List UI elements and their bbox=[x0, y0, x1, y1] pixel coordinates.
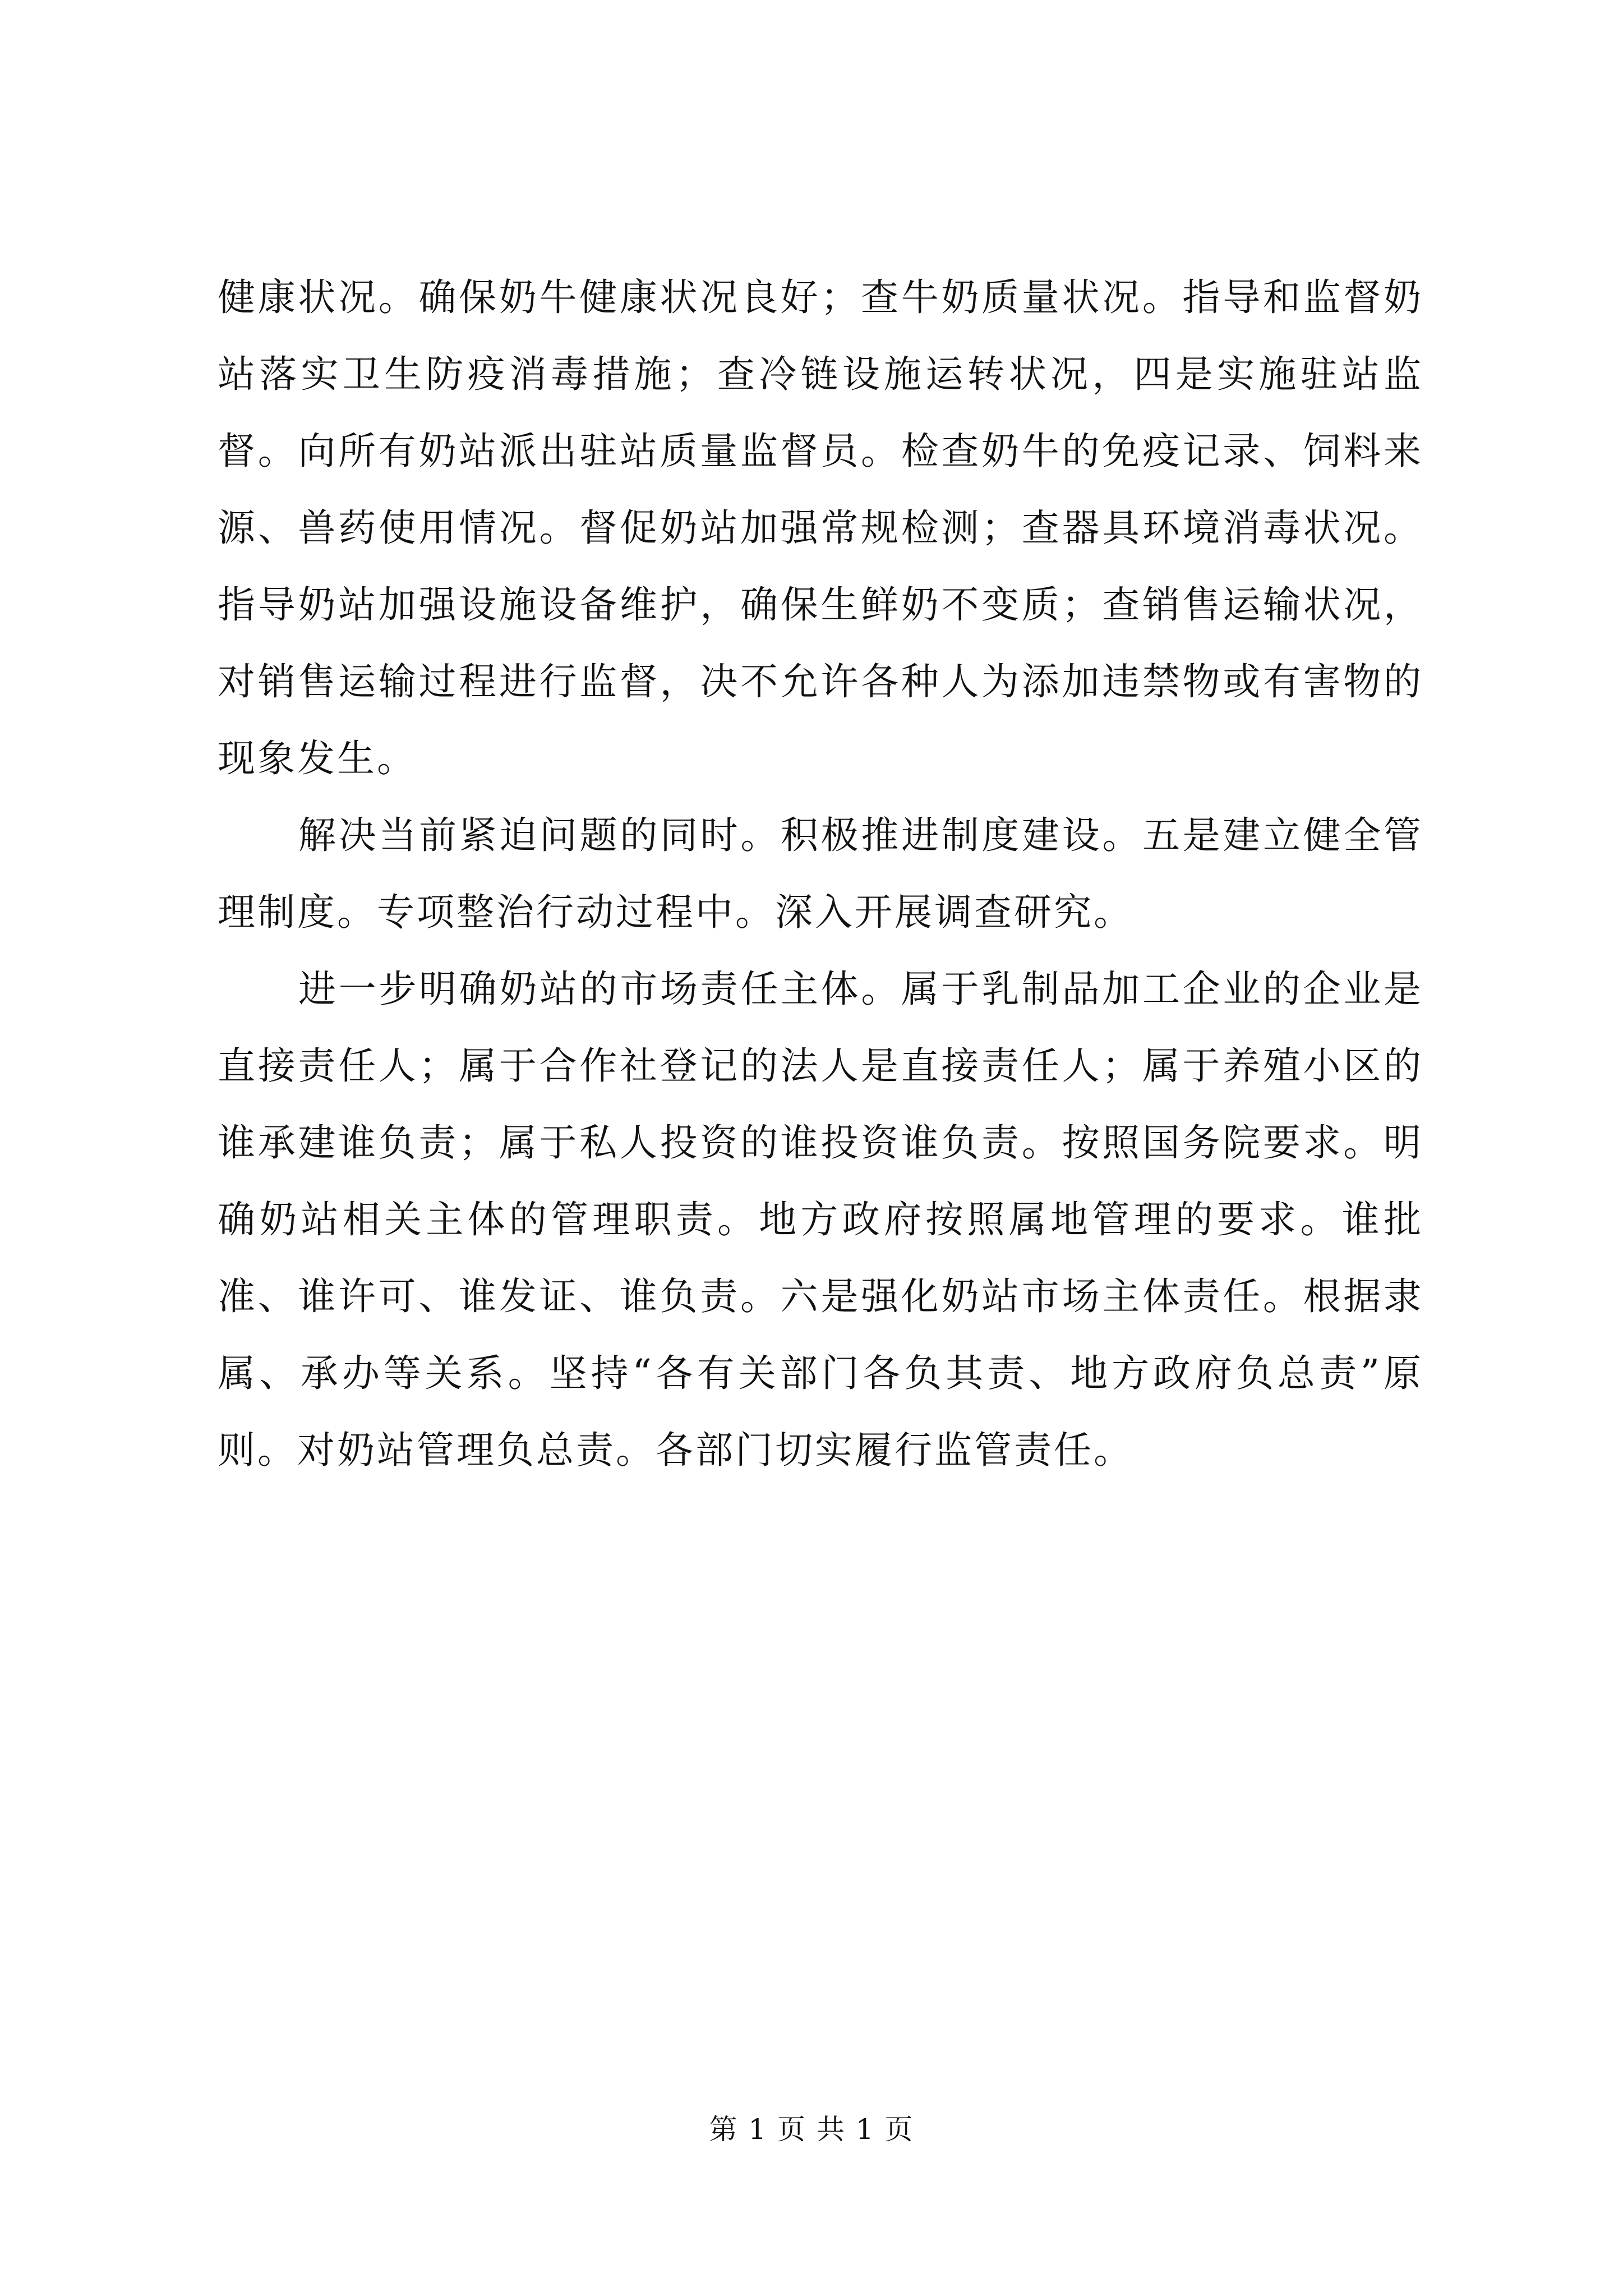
paragraph-1: 健康状况。确保奶牛健康状况良好；查牛奶质量状况。指导和监督奶站落实卫生防疫消毒措施；查冷链设施运转状况，四是实施驻站监督。向所有奶站派出驻站质量监督员。检查奶牛的免疫记录、饲料来源、兽药使用情况。督促奶站加强常规检测；查器具环境消毒状况。指导奶站加强设施设备维护，确保生鲜奶不变质；查销售运输状况，对销售运输过程进行监督，决不允许各种人为添加违禁物或有害物的现象发生。 bbox=[218, 275, 1423, 780]
paragraph-2: 解决当前紧迫问题的同时。积极推进制度建设。五是建立健全管理制度。专项整治行动过程中。深入开展调查研究。 bbox=[218, 813, 1423, 934]
page-footer: 第 1 页 共 1 页 bbox=[709, 2113, 914, 2146]
document-body bbox=[218, 259, 1423, 1489]
paragraph-3: 进一步明确奶站的市场责任主体。属于乳制品加工企业的企业是直接责任人；属于合作社登记的法人是直接责任人；属于养殖小区的谁承建谁负责；属于私人投资的谁投资谁负责。按照国务院要求。明确奶站相关主体的管理职责。地方政府按照属地管理的要求。谁批准、谁许可、谁发证、谁负责。六是强化奶站市场主体责任。根据隶属、承办等关系。坚持“各有关部门各负其责、地方政府负总责”原则。对奶站管理负总责。各部门切实履行监管责任。 bbox=[218, 967, 1423, 1472]
